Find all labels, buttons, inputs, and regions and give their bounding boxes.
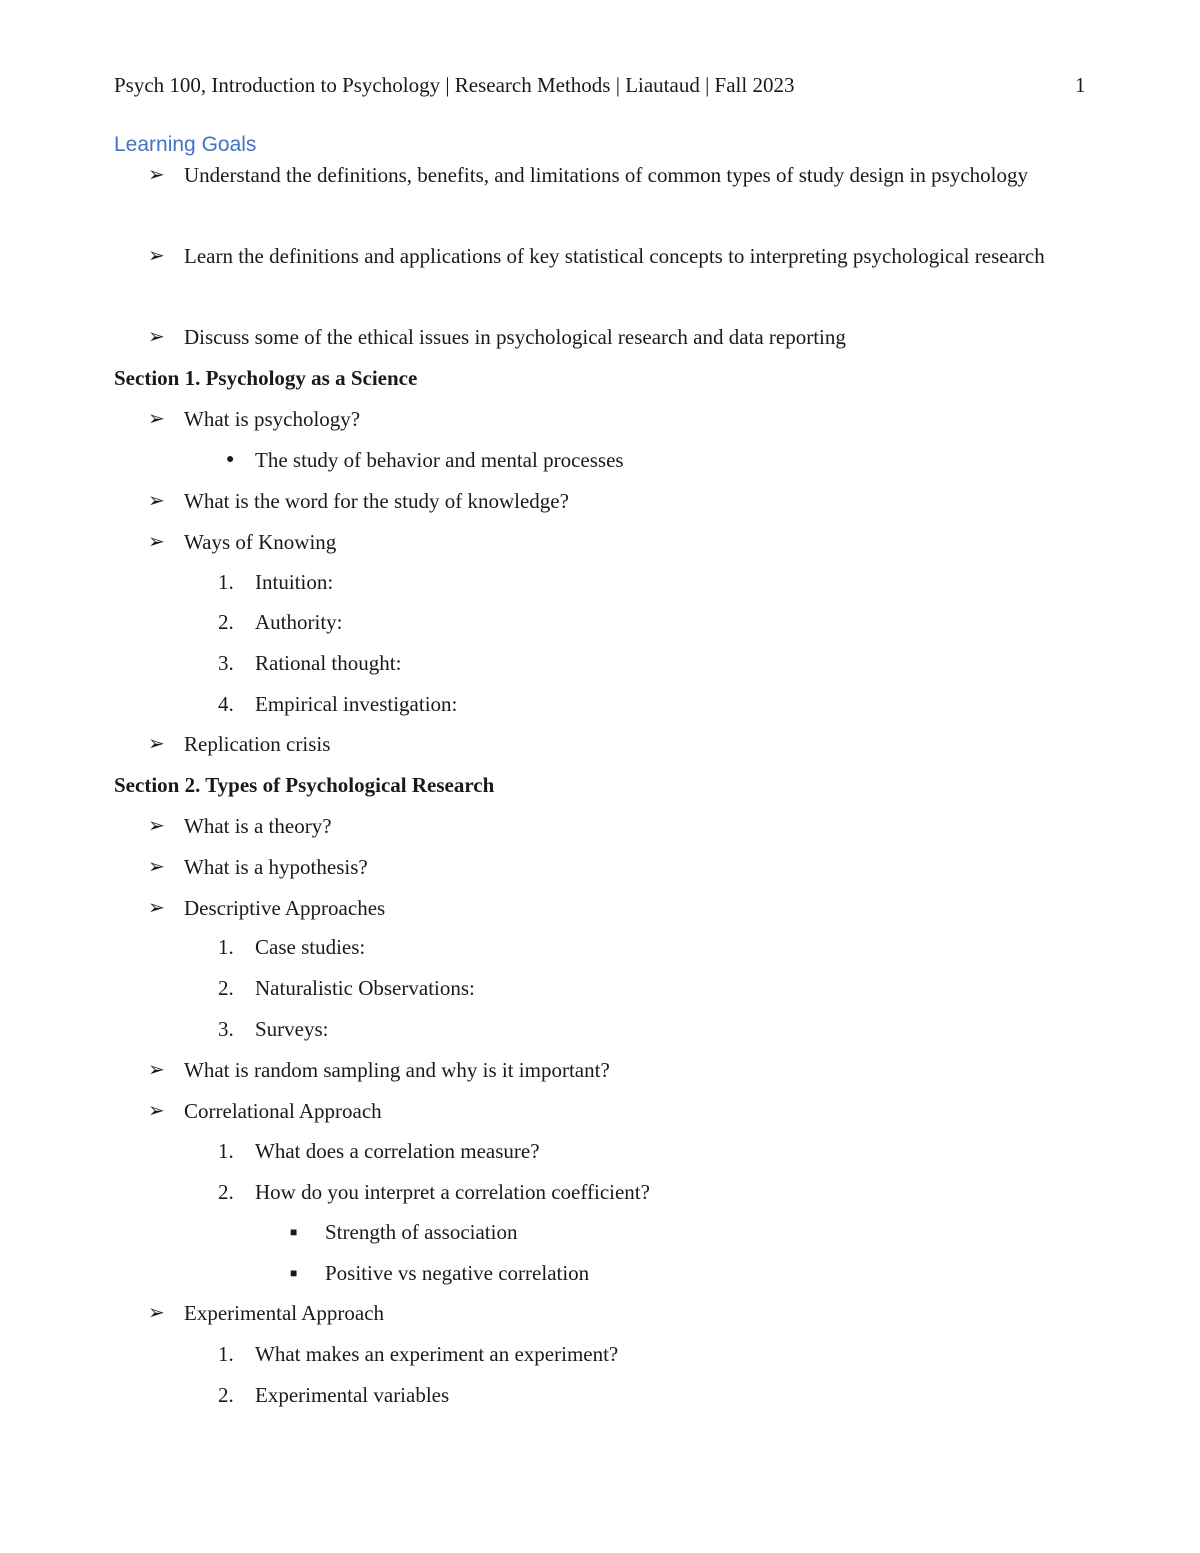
numbered-item: What does a correlation measure? — [255, 1139, 540, 1163]
square-bullet-icon: ■ — [290, 1225, 298, 1239]
sub-point-item: Strength of association — [325, 1220, 518, 1244]
numbered-item: Empirical investigation: — [255, 692, 458, 716]
numbered-item: Authority: — [255, 610, 343, 634]
list-number: 1. — [218, 1342, 234, 1366]
arrow-bullet-icon: ➢ — [148, 531, 165, 553]
arrow-bullet-icon: ➢ — [148, 326, 165, 348]
numbered-item: How do you interpret a correlation coefficient? — [255, 1180, 650, 1204]
learning-goal-item: Discuss some of the ethical issues in psychological research and data reporting — [184, 325, 846, 349]
numbered-item: Rational thought: — [255, 651, 402, 675]
arrow-bullet-icon: ➢ — [148, 164, 165, 186]
list-number: 2. — [218, 1180, 234, 1204]
list-number: 2. — [218, 610, 234, 634]
arrow-bullet-icon: ➢ — [148, 408, 165, 430]
question-item: Correlational Approach — [184, 1099, 382, 1123]
list-number: 1. — [218, 1139, 234, 1163]
arrow-bullet-icon: ➢ — [148, 897, 165, 919]
arrow-bullet-icon: ➢ — [148, 1100, 165, 1122]
question-item: What is a theory? — [184, 814, 332, 838]
question-item: Experimental Approach — [184, 1301, 385, 1325]
question-item: What is the word for the study of knowledge? — [184, 489, 569, 513]
question-item: What is psychology? — [184, 407, 361, 431]
numbered-item: Case studies: — [255, 935, 366, 959]
question-item: What is random sampling and why is it important? — [184, 1058, 610, 1082]
list-number: 4. — [218, 692, 234, 716]
arrow-bullet-icon: ➢ — [148, 815, 165, 837]
arrow-bullet-icon: ➢ — [148, 490, 165, 512]
learning-goals-heading: Learning Goals — [114, 133, 257, 156]
page-header: Psych 100, Introduction to Psychology | Research Methods | Liautaud | Fall 2023 — [114, 73, 795, 97]
numbered-item: Experimental variables — [255, 1383, 450, 1407]
section-2-heading: Section 2. Types of Psychological Research — [114, 773, 495, 797]
arrow-bullet-icon: ➢ — [148, 733, 165, 755]
arrow-bullet-icon: ➢ — [148, 856, 165, 878]
round-bullet-icon: ● — [226, 452, 235, 467]
learning-goal-item: Understand the definitions, benefits, and limitations of common types of study design in psychology — [184, 163, 1028, 187]
numbered-item: What makes an experiment an experiment? — [255, 1342, 619, 1366]
question-item: Ways of Knowing — [184, 530, 337, 554]
page-number: 1 — [1075, 73, 1086, 97]
list-number: 1. — [218, 570, 234, 594]
arrow-bullet-icon: ➢ — [148, 245, 165, 267]
list-number: 2. — [218, 1383, 234, 1407]
learning-goal-item: Learn the definitions and applications of key statistical concepts to interpreting psychological research — [184, 244, 1045, 268]
numbered-item: Surveys: — [255, 1017, 329, 1041]
numbered-item: Intuition: — [255, 570, 334, 594]
question-item: Descriptive Approaches — [184, 896, 386, 920]
arrow-bullet-icon: ➢ — [148, 1302, 165, 1324]
answer-item: The study of behavior and mental processes — [255, 448, 624, 472]
list-number: 2. — [218, 976, 234, 1000]
sub-point-item: Positive vs negative correlation — [325, 1261, 590, 1285]
list-number: 3. — [218, 1017, 234, 1041]
section-1-heading: Section 1. Psychology as a Science — [114, 366, 418, 390]
square-bullet-icon: ■ — [290, 1266, 298, 1280]
numbered-item: Naturalistic Observations: — [255, 976, 475, 1000]
question-item: What is a hypothesis? — [184, 855, 368, 879]
list-number: 3. — [218, 651, 234, 675]
arrow-bullet-icon: ➢ — [148, 1059, 165, 1081]
question-item: Replication crisis — [184, 732, 331, 756]
list-number: 1. — [218, 935, 234, 959]
